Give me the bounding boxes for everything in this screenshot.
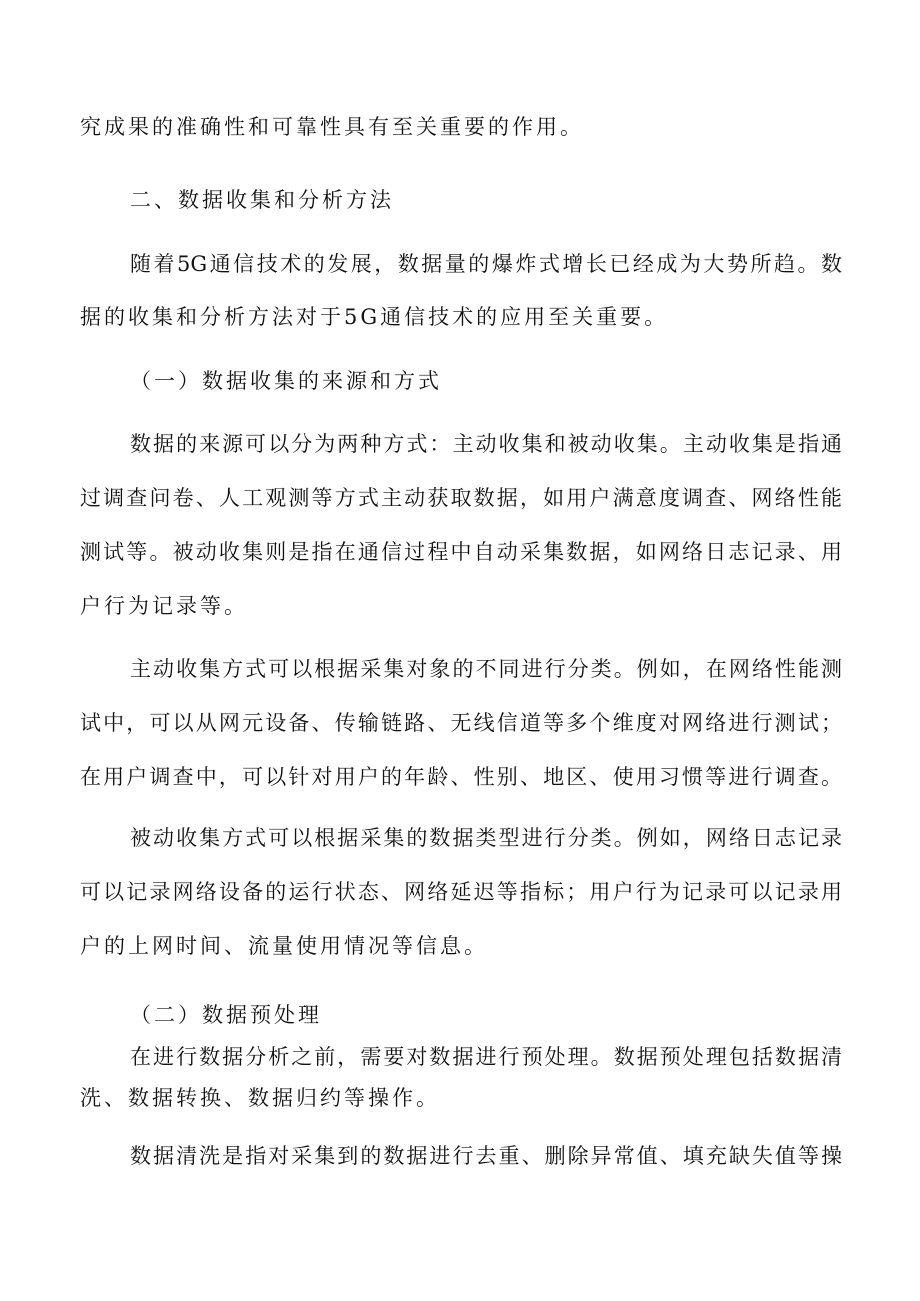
paragraph-line: 在进行数据分析之前，需要对数据进行预处理。数据预处理包括数据清: [130, 1045, 842, 1069]
paragraph-line: 户行为记录等。: [80, 594, 248, 618]
paragraph-line: 可以记录网络设备的运行状态、网络延迟等指标；用户行为记录可以记录用: [80, 880, 842, 904]
paragraph-line: 被动收集方式可以根据采集的数据类型进行分类。例如，网络日志记录: [130, 826, 842, 850]
paragraph-line: 究成果的准确性和可靠性具有至关重要的作用。: [80, 115, 584, 139]
paragraph-line: 在用户调查中，可以针对用户的年龄、性别、地区、使用习惯等进行调查。: [80, 765, 842, 789]
paragraph-line: 户的上网时间、流量使用情况等信息。: [80, 934, 488, 958]
paragraph-line: 主动收集方式可以根据采集对象的不同进行分类。例如，在网络性能测: [130, 657, 842, 681]
subsection-heading: （一）数据收集的来源和方式: [130, 369, 442, 393]
paragraph-line: 过调查问卷、人工观测等方式主动获取数据，如用户满意度调查、网络性能: [80, 486, 842, 510]
paragraph-line: 数据的来源可以分为两种方式：主动收集和被动收集。主动收集是指通: [130, 432, 842, 456]
paragraph-line: 测试等。被动收集则是指在通信过程中自动采集数据，如网络日志记录、用: [80, 540, 842, 564]
paragraph-line: 试中，可以从网元设备、传输链路、无线信道等多个维度对网络进行测试；: [80, 711, 842, 735]
section-heading: 二、数据收集和分析方法: [130, 188, 394, 212]
paragraph-line: 随着5G通信技术的发展，数据量的爆炸式增长已经成为大势所趋。数: [130, 252, 842, 276]
paragraph-line: 洗、数据转换、数据归约等操作。: [80, 1086, 440, 1110]
paragraph-line: 据的收集和分析方法对于5G通信技术的应用至关重要。: [80, 305, 669, 329]
paragraph-line: 数据清洗是指对采集到的数据进行去重、删除异常值、填充缺失值等操: [130, 1144, 842, 1168]
subsection-heading: （二）数据预处理: [130, 1003, 322, 1027]
